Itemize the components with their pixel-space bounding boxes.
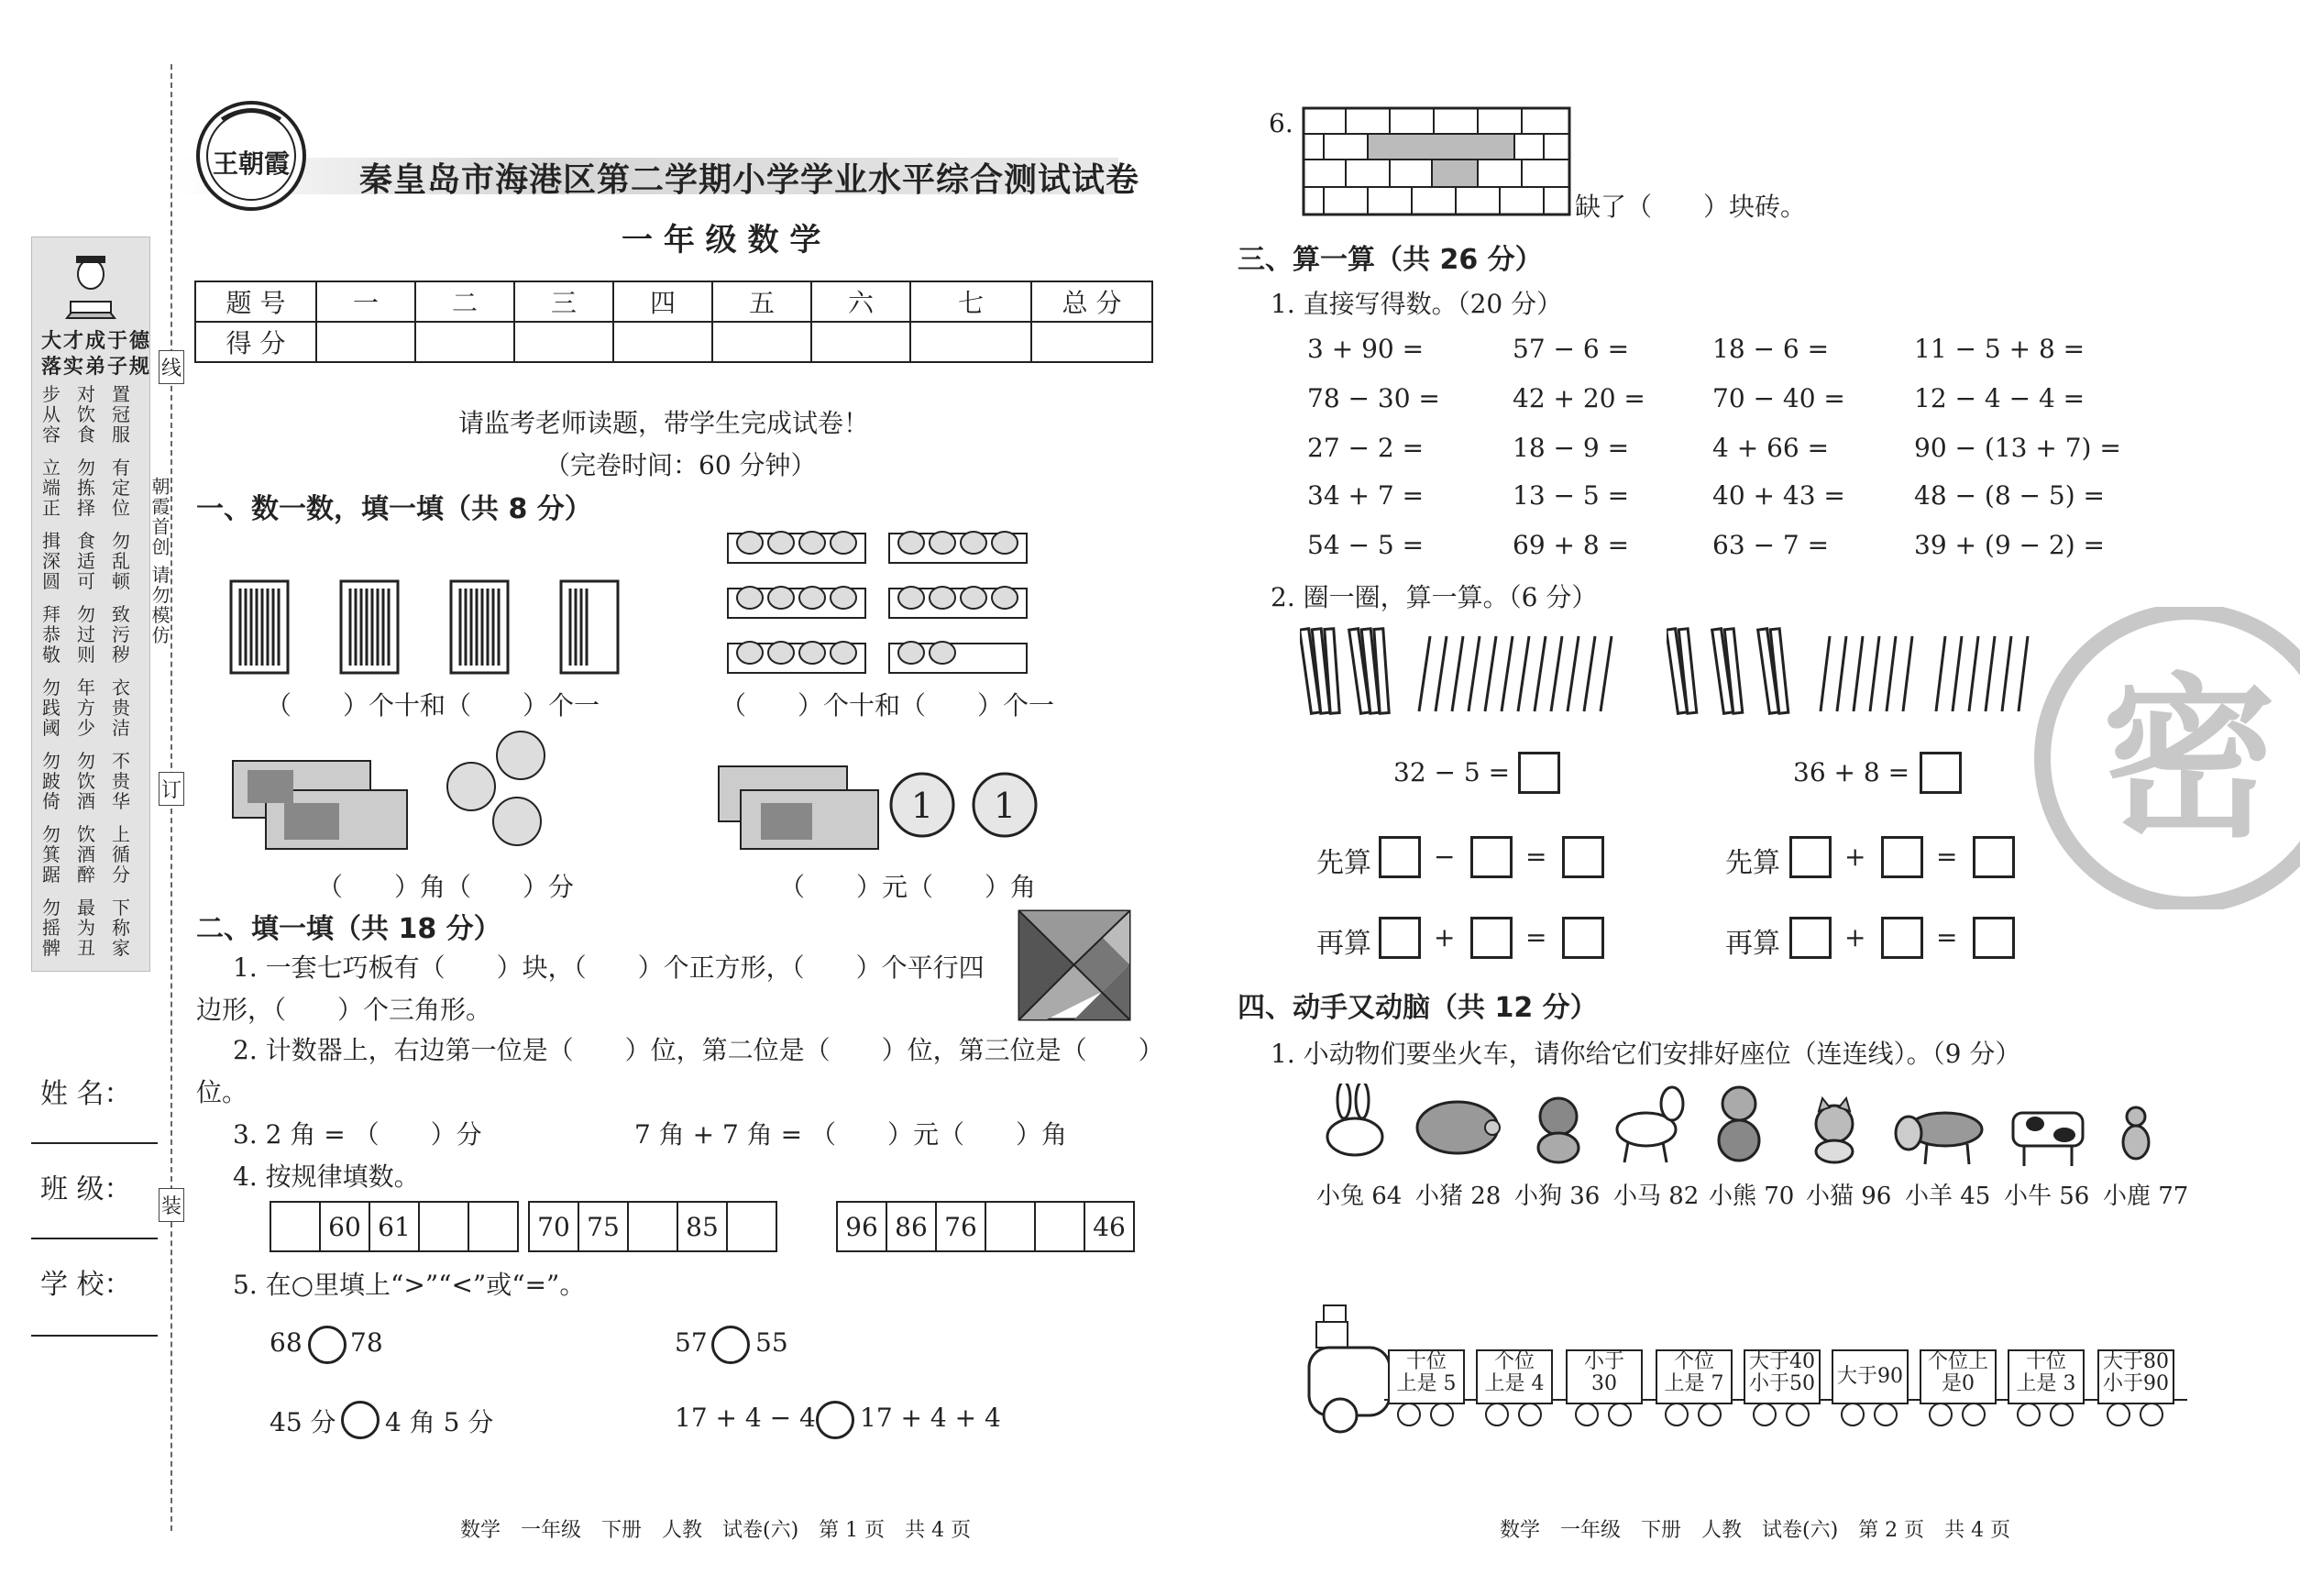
- compare-3-right: 4 角 5 分: [385, 1407, 494, 1437]
- op-eq: =: [1936, 922, 1958, 952]
- rule-col: 饮酒醉: [77, 823, 95, 886]
- calc-cell[interactable]: 57 − 6 =: [1513, 334, 1630, 364]
- calc-cell[interactable]: 18 − 6 =: [1712, 334, 1830, 364]
- rule-col: 勿饮酒: [77, 750, 95, 812]
- calc-cell[interactable]: 78 − 30 =: [1307, 383, 1440, 413]
- scholar-icon: [54, 248, 127, 322]
- calc-cell[interactable]: 40 + 43 =: [1712, 480, 1845, 511]
- calc-cell[interactable]: 48 − (8 − 5) =: [1914, 480, 2105, 511]
- op-minus: −: [1434, 842, 1456, 872]
- q1c-blanks[interactable]: （ ）角（ ）分: [317, 872, 575, 902]
- car-line-1: 小于: [1583, 1350, 1624, 1373]
- binding-mark-2: 订: [159, 772, 184, 806]
- sidebar-motto-panel: [31, 237, 150, 972]
- train-car[interactable]: [1388, 1349, 1465, 1404]
- rule-col: 有定位: [112, 457, 130, 519]
- compare-3-left: 45 分: [270, 1407, 336, 1437]
- q2-1-line-1[interactable]: 1. 一套七巧板有（ ）块，（ ）个正方形，（ ）个平行四: [233, 952, 985, 983]
- train-car[interactable]: [1476, 1349, 1553, 1404]
- pig-icon: [1412, 1093, 1503, 1161]
- train-car[interactable]: [1920, 1349, 1997, 1404]
- op-eq: =: [1525, 842, 1547, 872]
- calc-cell[interactable]: 27 − 2 =: [1307, 433, 1425, 463]
- q3-2: 2. 圈一圈，算一算。（6 分）: [1271, 582, 1598, 612]
- sticks-group-right: [1667, 623, 2070, 724]
- seq-cell[interactable]: [728, 1203, 776, 1250]
- car-line-2: 上是 5: [1396, 1372, 1457, 1395]
- rule-col: 勿乱顿: [112, 530, 130, 592]
- binding-mark-1: 线: [159, 350, 184, 384]
- score-cell[interactable]: [316, 322, 415, 362]
- score-header-cell: 二: [415, 281, 514, 322]
- rule-col: 置冠服: [112, 383, 130, 446]
- q2-2-line-2: 位。: [196, 1077, 248, 1107]
- class-label: 班 级：: [40, 1173, 132, 1205]
- sequence-2[interactable]: [528, 1201, 777, 1252]
- school-field[interactable]: [31, 1335, 158, 1337]
- rule-col: 步从容: [42, 383, 61, 446]
- q1b-blanks[interactable]: （ ）个十和（ ）个一: [721, 690, 1055, 721]
- answer-box[interactable]: [1789, 836, 1832, 878]
- seq-cell[interactable]: 85: [678, 1203, 728, 1250]
- bear-icon: [1709, 1082, 1769, 1164]
- confidential-stamp-icon: [2026, 607, 2300, 909]
- animal-label: 小猪 28: [1415, 1183, 1502, 1210]
- wheel: [1665, 1403, 1689, 1426]
- q4-1: 1. 小动物们要坐火车，请你给它们安排好座位（连连线）。（9 分）: [1271, 1039, 2021, 1069]
- calc-cell[interactable]: 69 + 8 =: [1513, 530, 1630, 560]
- deer-icon: [2108, 1100, 2163, 1168]
- sequence-3[interactable]: [836, 1201, 1135, 1252]
- animal-label: 小牛 56: [2004, 1183, 2090, 1210]
- brick-wall-illustration: [1302, 106, 1573, 218]
- calc-cell[interactable]: 63 − 7 =: [1712, 530, 1830, 560]
- wheel: [1698, 1403, 1722, 1426]
- rule-col: 上循分: [112, 823, 130, 886]
- answer-box[interactable]: [1379, 917, 1421, 959]
- rule-col: 不贵华: [112, 750, 130, 812]
- score-cell[interactable]: [1031, 322, 1152, 362]
- car-line-2: 是0: [1942, 1372, 1975, 1395]
- calc-cell[interactable]: 42 + 20 =: [1513, 383, 1645, 413]
- answer-box[interactable]: [1973, 836, 2015, 878]
- compare-1-right: 78: [350, 1327, 383, 1358]
- seq-cell[interactable]: 76: [937, 1203, 986, 1250]
- calc-cell[interactable]: 90 − (13 + 7) =: [1914, 433, 2121, 463]
- calc-cell[interactable]: 13 − 5 =: [1513, 480, 1630, 511]
- wheel: [1575, 1403, 1599, 1426]
- car-line-2: 上是 3: [2016, 1372, 2076, 1395]
- score-table: [194, 281, 1153, 363]
- calc-cell[interactable]: 12 − 4 − 4 =: [1914, 383, 2085, 413]
- wheel: [2107, 1403, 2130, 1426]
- score-row-label: 得 分: [195, 322, 316, 362]
- page-subject: 一 年 级 数 学: [622, 222, 821, 259]
- q1a-blanks[interactable]: （ ）个十和（ ）个一: [266, 690, 600, 721]
- instruction-line-1: 请监考老师读题，带学生完成试卷！: [458, 408, 870, 438]
- wheel: [1841, 1403, 1865, 1426]
- answer-box[interactable]: [1518, 752, 1560, 794]
- school-label: 学 校：: [40, 1269, 132, 1301]
- calc-cell[interactable]: 4 + 66 =: [1712, 433, 1830, 463]
- then-label: 再算: [1316, 928, 1371, 960]
- answer-box[interactable]: [1379, 836, 1421, 878]
- compare-circle-2[interactable]: [711, 1326, 750, 1364]
- rule-col: 勿践阈: [42, 677, 61, 739]
- score-header-cell: 总 分: [1031, 281, 1152, 322]
- cat-icon: [1800, 1096, 1868, 1164]
- rule-col: 勿箕踞: [42, 823, 61, 886]
- banknotes-coins-illustration-1: [229, 730, 559, 876]
- motto-1: 大才成于德: [41, 329, 152, 353]
- wheel: [2017, 1403, 2041, 1426]
- rule-col: 揖深圆: [42, 530, 61, 592]
- calc-cell[interactable]: 70 − 40 =: [1712, 383, 1845, 413]
- calc-cell[interactable]: 39 + (9 − 2) =: [1914, 530, 2105, 560]
- score-header-cell: 七: [910, 281, 1031, 322]
- train-car[interactable]: [2097, 1349, 2174, 1404]
- rule-col: 拜恭敬: [42, 603, 61, 666]
- q1d-blanks[interactable]: （ ）元（ ）角: [779, 872, 1037, 902]
- seq-cell[interactable]: [420, 1203, 469, 1250]
- car-line-2: 30: [1591, 1372, 1617, 1395]
- footer-right: 数学 一年级 下册 人教 试卷(六) 第 2 页 共 4 页: [1500, 1519, 2011, 1542]
- op-plus: +: [1844, 922, 1866, 952]
- score-header-cell: 一: [316, 281, 415, 322]
- car-line-2: 小于90: [2103, 1372, 2169, 1395]
- wheel: [1929, 1403, 1953, 1426]
- score-cell[interactable]: [613, 322, 712, 362]
- calc-cell[interactable]: 3 + 90 =: [1307, 334, 1425, 364]
- compare-2-left: 57: [675, 1327, 708, 1358]
- svg-text:王朝霞: 王朝霞: [212, 149, 291, 179]
- footer-left: 数学 一年级 下册 人教 试卷(六) 第 1 页 共 4 页: [460, 1519, 972, 1542]
- compare-4-left: 17 + 4 − 4: [675, 1403, 816, 1433]
- train-engine-icon: [1302, 1300, 1393, 1436]
- seq-cell[interactable]: [986, 1203, 1036, 1250]
- seq-cell[interactable]: [629, 1203, 678, 1250]
- copyright-vertical: 朝霞首创 请勿模仿: [149, 477, 171, 646]
- answer-box[interactable]: [1562, 917, 1604, 959]
- q2-3-a[interactable]: 3. 2 角 = （ ）分: [233, 1119, 482, 1150]
- score-header-cell: 五: [712, 281, 811, 322]
- rule-col: 立端正: [42, 457, 61, 519]
- binding-mark-3: 装: [159, 1188, 184, 1222]
- answer-box[interactable]: [1920, 752, 1962, 794]
- section2-title: 二、填一填（共 18 分）: [196, 913, 501, 945]
- train-car[interactable]: [1744, 1349, 1821, 1404]
- seq-cell[interactable]: 75: [579, 1203, 629, 1250]
- animal-label: 小猫 96: [1806, 1183, 1892, 1210]
- section4-title: 四、动手又动脑（共 12 分）: [1238, 992, 1598, 1024]
- motto-2: 落实弟子规: [41, 355, 152, 379]
- score-cell[interactable]: [811, 322, 910, 362]
- score-cell[interactable]: [910, 322, 1031, 362]
- animal-label: 小狗 36: [1514, 1183, 1601, 1210]
- wheel: [1518, 1403, 1542, 1426]
- compare-circle-4[interactable]: [816, 1401, 854, 1439]
- seq-cell[interactable]: [271, 1203, 321, 1250]
- animal-label: 小马 82: [1613, 1183, 1700, 1210]
- logo-seal-icon: [194, 99, 308, 213]
- eq-a: 32 − 5 =: [1393, 757, 1511, 787]
- wheel: [1874, 1403, 1898, 1426]
- train-car[interactable]: [1566, 1349, 1643, 1404]
- banknotes-coins-illustration-2: [715, 763, 1063, 882]
- q6-label: 6.: [1269, 108, 1293, 138]
- calc-cell[interactable]: 34 + 7 =: [1307, 480, 1425, 511]
- op-eq: =: [1525, 922, 1547, 952]
- answer-box[interactable]: [1470, 836, 1513, 878]
- seq-cell[interactable]: 86: [887, 1203, 937, 1250]
- wheel: [1962, 1403, 1986, 1426]
- name-field[interactable]: [31, 1142, 158, 1144]
- first-label: 先算: [1725, 847, 1780, 879]
- animal-label: 小鹿 77: [2103, 1183, 2189, 1210]
- score-header-cell: 三: [514, 281, 613, 322]
- car-line-2: 上是 4: [1484, 1372, 1545, 1395]
- sheep-icon: [1890, 1096, 1987, 1166]
- then-label: 再算: [1725, 928, 1780, 960]
- car-line-1: 个位: [1673, 1350, 1714, 1373]
- op-plus: +: [1434, 922, 1456, 952]
- horse-icon: [1606, 1082, 1687, 1164]
- answer-box[interactable]: [1562, 836, 1604, 878]
- seq-cell[interactable]: 70: [530, 1203, 579, 1250]
- svg-text:1: 1: [993, 786, 1017, 826]
- wheel: [2140, 1403, 2163, 1426]
- car-line-1: 大于80: [2103, 1350, 2169, 1373]
- car-line-1: 十位: [1405, 1350, 1447, 1373]
- compare-1-left: 68: [270, 1327, 303, 1358]
- car-line-1: 个位: [1493, 1350, 1535, 1373]
- compare-circle-1[interactable]: [308, 1326, 347, 1364]
- egg-trays-illustration: [724, 524, 1045, 680]
- wheel: [1485, 1403, 1509, 1426]
- sequence-1[interactable]: [270, 1201, 519, 1252]
- op-plus: +: [1844, 842, 1866, 872]
- car-line-2: 上是 7: [1664, 1372, 1724, 1395]
- op-eq: =: [1936, 842, 1958, 872]
- svg-text:1: 1: [910, 786, 934, 826]
- calc-cell[interactable]: 54 − 5 =: [1307, 530, 1425, 560]
- rule-col: 勿摇髀: [42, 897, 61, 959]
- page-title: 秦皇岛市海港区第二学期小学学业水平综合测试试卷: [359, 160, 1140, 199]
- class-field[interactable]: [31, 1238, 158, 1239]
- rule-col: 致污秽: [112, 603, 130, 666]
- car-line-1: 十位: [2025, 1350, 2066, 1373]
- section3-title: 三、算一算（共 26 分）: [1238, 244, 1543, 276]
- instruction-line-2: （完卷时间：60 分钟）: [545, 450, 817, 480]
- rule-col: 对饮食: [77, 383, 95, 446]
- rule-col: 年方少: [77, 677, 95, 739]
- wheel: [1608, 1403, 1632, 1426]
- wheel: [2050, 1403, 2074, 1426]
- seq-cell[interactable]: 96: [838, 1203, 887, 1250]
- score-header-cell: 六: [811, 281, 910, 322]
- answer-box[interactable]: [1881, 917, 1923, 959]
- rule-col: 勿拣择: [77, 457, 95, 519]
- seq-cell[interactable]: 61: [370, 1203, 420, 1250]
- score-cell[interactable]: [514, 322, 613, 362]
- rule-col: 下称家: [112, 897, 130, 959]
- seq-cell[interactable]: [469, 1203, 517, 1250]
- calc-cell[interactable]: 18 − 9 =: [1513, 433, 1630, 463]
- score-header-cell: 四: [613, 281, 712, 322]
- rule-col: 衣贵洁: [112, 677, 130, 739]
- name-label: 姓 名：: [40, 1078, 132, 1110]
- answer-box[interactable]: [1973, 917, 2015, 959]
- car-line-1: 个位上: [1927, 1350, 1988, 1373]
- wheel: [1786, 1403, 1810, 1426]
- answer-box[interactable]: [1470, 917, 1513, 959]
- rabbit-icon: [1316, 1084, 1393, 1161]
- rule-col: 食适可: [77, 530, 95, 592]
- answer-box[interactable]: [1789, 917, 1832, 959]
- wheel: [1753, 1403, 1777, 1426]
- q2-4: 4. 按规律填数。: [233, 1161, 420, 1192]
- first-label: 先算: [1316, 847, 1371, 879]
- q2-1-line-2[interactable]: 边形，（ ）个三角形。: [196, 995, 492, 1025]
- tangram-icon: [1018, 909, 1131, 1021]
- cow-icon: [2004, 1100, 2096, 1168]
- eq-b: 36 + 8 =: [1793, 757, 1910, 787]
- seq-cell[interactable]: 60: [321, 1203, 370, 1250]
- calc-cell[interactable]: 11 − 5 + 8 =: [1914, 334, 2085, 364]
- rule-col: 勿跛倚: [42, 750, 61, 812]
- animal-label: 小兔 64: [1316, 1183, 1403, 1210]
- answer-box[interactable]: [1881, 836, 1923, 878]
- seq-cell[interactable]: [1036, 1203, 1085, 1250]
- score-cell[interactable]: [712, 322, 811, 362]
- q2-3-b[interactable]: 7 角 + 7 角 = （ ）元（ ）角: [634, 1119, 1067, 1150]
- q2-2-line-1[interactable]: 2. 计数器上，右边第一位是（ ）位，第二位是（ ）位，第三位是（ ）: [233, 1035, 1164, 1065]
- wheel: [1397, 1403, 1421, 1426]
- sticks-group-left: [1300, 623, 1630, 724]
- compare-4-right: 17 + 4 + 4: [860, 1403, 1001, 1433]
- q6-text[interactable]: 缺了（ ）块砖。: [1575, 192, 1807, 222]
- car-line-1: 大于90: [1837, 1365, 1903, 1388]
- animal-label: 小羊 45: [1905, 1183, 1991, 1210]
- q3-1: 1. 直接写得数。（20 分）: [1271, 289, 1563, 319]
- q2-5: 5. 在○里填上“>”“<”或“=”。: [233, 1270, 586, 1300]
- animal-label: 小熊 70: [1709, 1183, 1795, 1210]
- car-line-1: 大于40: [1749, 1350, 1815, 1373]
- dog-icon: [1524, 1091, 1593, 1164]
- car-line-2: 小于50: [1749, 1372, 1815, 1395]
- train-car[interactable]: [2008, 1349, 2085, 1404]
- score-header-cell: 题 号: [195, 281, 316, 322]
- compare-2-right: 55: [755, 1327, 788, 1358]
- rule-col: 勿过则: [77, 603, 95, 666]
- compare-circle-3[interactable]: [341, 1401, 380, 1439]
- wheel: [1430, 1403, 1454, 1426]
- seq-cell[interactable]: 46: [1093, 1211, 1126, 1242]
- train-car[interactable]: [1656, 1349, 1733, 1404]
- train-car[interactable]: [1832, 1349, 1909, 1404]
- svg-text:密: 密: [2101, 658, 2277, 861]
- rule-col: 最为丑: [77, 897, 95, 959]
- score-cell[interactable]: [415, 322, 514, 362]
- section1-title: 一、数一数，填一填（共 8 分）: [196, 493, 592, 525]
- stick-bundles-illustration: [229, 578, 651, 678]
